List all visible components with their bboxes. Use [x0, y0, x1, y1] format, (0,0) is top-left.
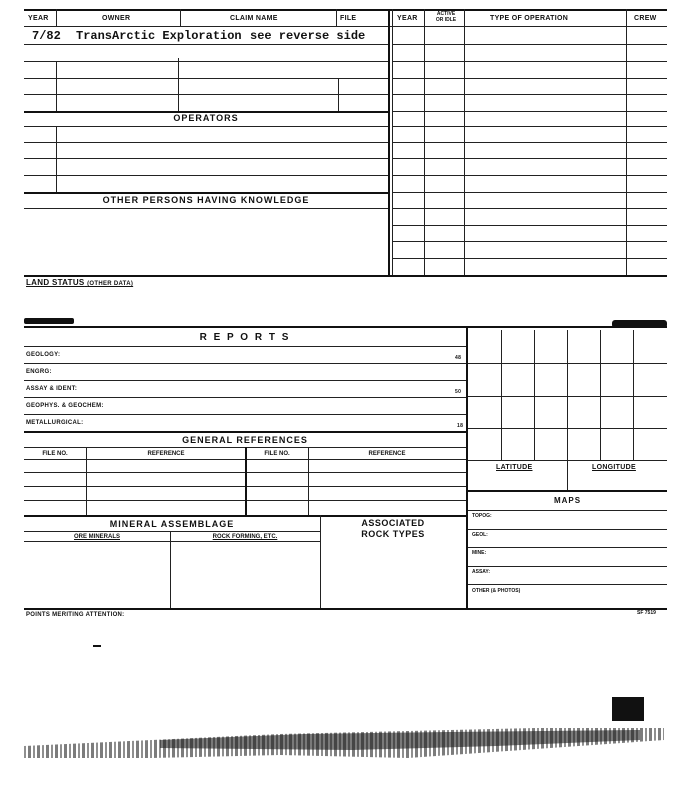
mineral-header-rule — [24, 541, 320, 542]
operation-row-rule — [392, 78, 667, 79]
metallurgical-label: METALLURGICAL: — [26, 420, 84, 426]
left-right-divider — [388, 9, 390, 275]
claim-name-header: CLAIM NAME — [230, 15, 278, 22]
mineral-header-rule — [24, 531, 320, 532]
operators-year-divider — [56, 126, 57, 192]
reports-rule — [24, 414, 466, 415]
operation-row-rule — [392, 241, 667, 242]
grid-line — [567, 330, 568, 460]
scan-noise-dark — [160, 730, 640, 750]
general-references-title: GENERAL REFERENCES — [182, 435, 308, 445]
divider — [180, 9, 181, 26]
operation-row-rule — [392, 192, 667, 193]
reports-rule — [24, 380, 466, 381]
operation-row-rule — [392, 258, 667, 259]
ore-minerals-header: ORE MINERALS — [73, 534, 120, 540]
reference-header-2: REFERENCE — [368, 451, 406, 457]
grid-line — [468, 396, 667, 397]
latitude-label: LATITUDE — [496, 464, 533, 471]
maps-top-rule — [468, 490, 667, 492]
operation-row-rule — [392, 208, 667, 209]
operators-rule — [24, 175, 388, 176]
type-of-operation-header: TYPE OF OPERATION — [490, 15, 569, 22]
header-bottom-rule — [24, 26, 667, 27]
operation-row-rule — [392, 142, 667, 143]
entry-claim-name: see reverse side — [250, 29, 366, 43]
reports-bottom-rule — [24, 608, 667, 610]
reports-title: R E P O R T S — [199, 332, 291, 343]
general-references-top-rule — [24, 431, 466, 433]
file-header: FILE — [340, 15, 357, 22]
year-header: YEAR — [28, 15, 49, 22]
entry-owner: TransArctic Exploration — [76, 29, 242, 43]
engrg-label: ENGRG: — [26, 369, 52, 375]
longitude-label: LONGITUDE — [592, 464, 636, 471]
ref-divider — [86, 447, 87, 515]
crew-header: CREW — [634, 15, 657, 22]
reports-top-rule — [24, 326, 667, 328]
associated-title-2: ROCK TYPES — [361, 529, 425, 539]
maps-rule — [468, 566, 667, 567]
owner-year-divider — [56, 61, 57, 111]
other-persons-rule — [24, 208, 388, 209]
metallurgical-number: 18 — [457, 423, 464, 429]
form-code: SF 7519 — [637, 610, 656, 616]
reports-rule — [24, 363, 466, 364]
other-persons-title: OTHER PERSONS HAVING KNOWLEDGE — [102, 195, 310, 205]
mineral-divider — [170, 531, 171, 608]
maps-rule — [468, 510, 667, 511]
operation-row-rule — [392, 44, 667, 45]
assay-number: 50 — [455, 389, 462, 395]
operation-row-rule — [392, 94, 667, 95]
year2-header: YEAR — [397, 15, 418, 22]
scan-mark-left — [24, 318, 74, 324]
grid-line — [633, 330, 634, 460]
geophys-label: GEOPHYS. & GEOCHEM: — [26, 403, 104, 409]
points-meriting-attention-label: POINTS MERITING ATTENTION: — [26, 612, 125, 618]
active-header: ACTIVE — [436, 11, 456, 17]
grid-line — [468, 428, 667, 429]
associated-title-1: ASSOCIATED — [361, 518, 425, 528]
land-status-label: LAND STATUS (OTHER DATA) — [26, 278, 134, 287]
divider — [56, 9, 57, 26]
maps-title: MAPS — [553, 496, 582, 505]
maps-rule — [468, 584, 667, 585]
lat-long-divider — [567, 460, 568, 490]
operators-bottom-rule — [24, 192, 388, 194]
grid-line — [600, 330, 601, 460]
entry-year: 7/82 — [32, 29, 61, 43]
owner-header: OWNER — [102, 15, 131, 22]
operation-row-rule — [392, 158, 667, 159]
reference-header-1: REFERENCE — [147, 451, 185, 457]
maps-rule — [468, 547, 667, 548]
mineral-assemblage-title: MINERAL ASSEMBLAGE — [109, 519, 235, 529]
operation-row-rule — [392, 126, 667, 127]
other-photos-label: OTHER (& PHOTOS) — [472, 588, 521, 594]
operators-rule — [24, 158, 388, 159]
top-border — [24, 9, 667, 11]
assay-ident-label: ASSAY & IDENT: — [26, 386, 78, 392]
geol-label: GEOL: — [472, 532, 488, 538]
divider — [336, 9, 337, 26]
owner-claim-divider — [178, 58, 179, 111]
mineral-top-rule — [24, 515, 466, 517]
operators-title: OPERATORS — [173, 113, 239, 123]
owner-row-rule — [24, 94, 388, 95]
file-no-header-1: FILE NO. — [42, 451, 68, 457]
geology-label: GEOLOGY: — [26, 352, 61, 358]
grid-line — [468, 363, 667, 364]
rock-forming-header: ROCK FORMING, ETC. — [212, 534, 278, 540]
operators-rule — [24, 142, 388, 143]
owner-row-rule — [24, 78, 388, 79]
operation-row-rule — [392, 175, 667, 176]
operators-rule — [24, 126, 388, 127]
geology-number: 48 — [455, 355, 462, 361]
operation-row-rule — [392, 111, 667, 112]
scan-speck — [93, 645, 101, 647]
owner-file-divider — [338, 78, 339, 111]
file-no-header-2: FILE NO. — [264, 451, 290, 457]
reports-rule — [24, 346, 466, 347]
top-section-bottom-rule — [24, 275, 667, 277]
ref-divider — [308, 447, 309, 515]
operation-row-rule — [392, 61, 667, 62]
scan-block — [612, 697, 644, 721]
topog-label: TOPOG: — [472, 513, 492, 519]
operation-row-rule — [392, 225, 667, 226]
owner-row-rule — [24, 44, 388, 45]
reports-rule — [24, 397, 466, 398]
grid-line — [534, 330, 535, 460]
mine-label: MINE: — [472, 550, 487, 556]
owner-row-rule — [24, 61, 388, 62]
assay-label: ASSAY: — [472, 569, 491, 575]
ref-center-divider — [245, 447, 247, 515]
grid-line — [501, 330, 502, 460]
idle-header: OR IDLE — [435, 17, 457, 23]
maps-rule — [468, 529, 667, 530]
associated-divider — [320, 515, 321, 608]
